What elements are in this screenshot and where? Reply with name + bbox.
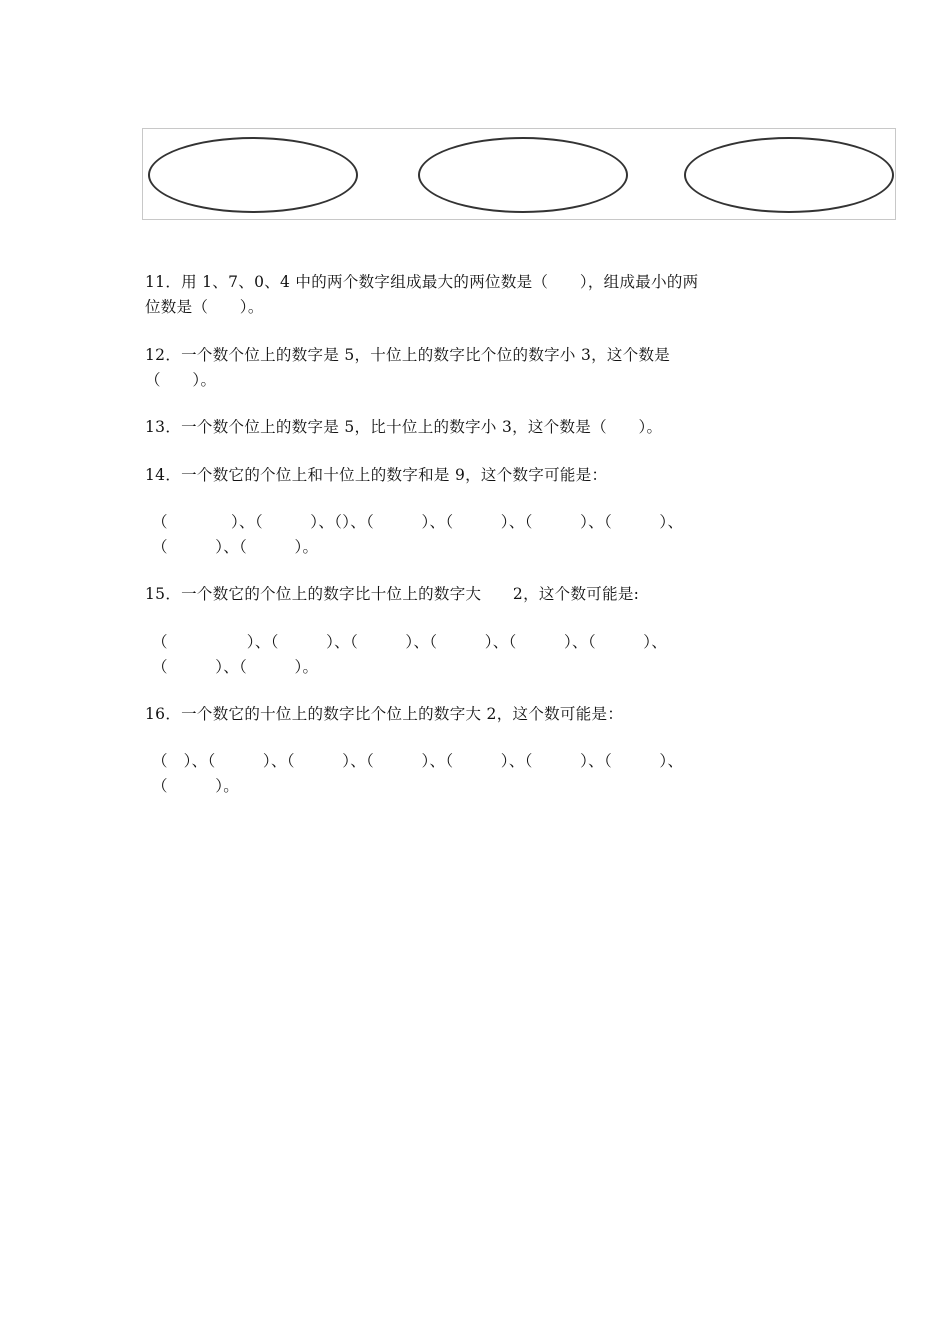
question-16-answers-1: （ ）、（ ）、（ ）、（ ）、（ ）、（ ）、（ ）、 — [152, 752, 684, 770]
question-12-line-1: 12．一个数个位上的数字是 5，十位上的数字比个位的数字小 3，这个数是 — [145, 346, 671, 364]
ovals-frame — [142, 128, 896, 220]
answer-oval-1[interactable] — [148, 137, 358, 213]
question-11-line-2: 位数是（ ）。 — [145, 298, 264, 316]
question-14-line-1: 14．一个数它的个位上和十位上的数字和是 9，这个数字可能是： — [145, 466, 608, 484]
question-16-answers-2: （ ）。 — [152, 777, 240, 795]
question-15-answers-1: （ ）、（ ）、（ ）、（ ）、（ ）、（ ）、 — [152, 633, 668, 651]
question-15-answers-2: （ ）、（ ）。 — [152, 658, 319, 676]
question-14-answers-1: （ ）、（ ）、（）、（ ）、（ ）、（ ）、（ ）、 — [152, 513, 684, 531]
question-14-answers-2: （ ）、（ ）。 — [152, 538, 319, 556]
answer-oval-3[interactable] — [684, 137, 894, 213]
question-13-line-1: 13．一个数个位上的数字是 5，比十位上的数字小 3，这个数是（ ）。 — [145, 418, 663, 436]
question-15-line-1: 15．一个数它的个位上的数字比十位上的数字大 2，这个数可能是: — [145, 585, 640, 603]
answer-oval-2[interactable] — [418, 137, 628, 213]
question-16-line-1: 16．一个数它的十位上的数字比个位上的数字大 2，这个数可能是： — [145, 705, 624, 723]
question-11-line-1: 11．用 1、7、0、4 中的两个数字组成最大的两位数是（ ），组成最小的两 — [145, 273, 699, 291]
question-12-line-2: （ ）。 — [145, 371, 217, 389]
